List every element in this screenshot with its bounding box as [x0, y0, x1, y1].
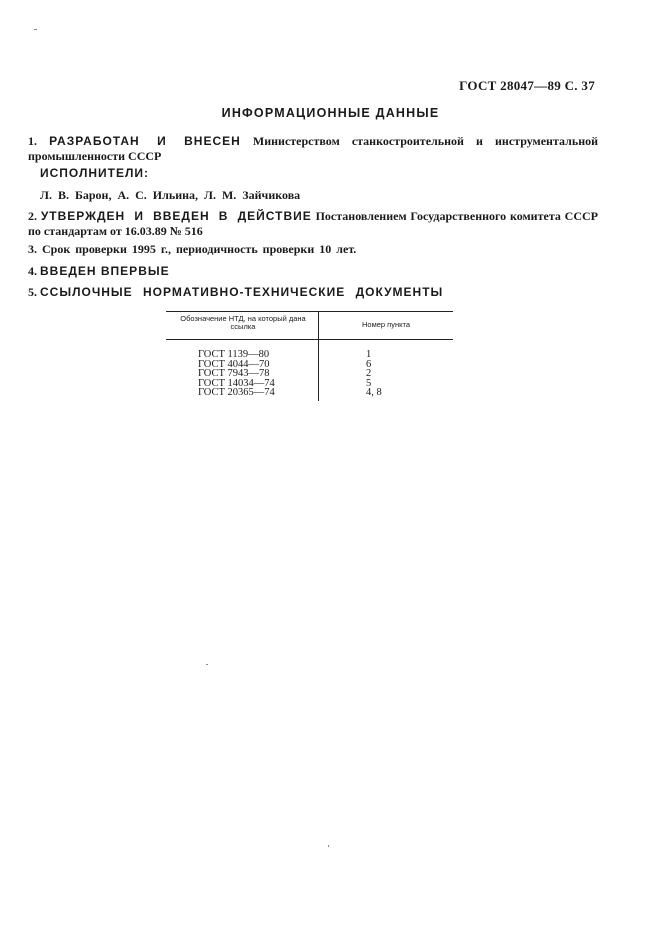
section-review-period: 3. Срок проверки 1995 г., периодичность проверки 10 лет.	[28, 242, 357, 256]
cell-document: ГОСТ 4044—70	[198, 358, 270, 370]
section-text: Министерством станкостроительной и инструментальной промышленности СССР	[28, 134, 599, 163]
section-introduced-first	[28, 264, 598, 279]
scan-speck	[206, 664, 208, 665]
section-caption: РАЗРАБОТАН И ВНЕСЕН	[49, 134, 241, 148]
section-caption: ССЫЛОЧНЫЕ НОРМАТИВНО-ТЕХНИЧЕСКИЕ ДОКУМЕНТЫ	[40, 285, 444, 299]
cell-point: 2	[366, 368, 372, 379]
table-top-rule	[166, 311, 453, 312]
scan-speck	[34, 29, 37, 30]
section-caption: ВВЕДЕН ВПЕРВЫЕ	[40, 264, 170, 278]
column-header-point: Номер пункта	[361, 320, 410, 329]
table-header-rule	[166, 339, 453, 340]
document-reference: ГОСТ 28047—89 С. 37	[459, 78, 595, 93]
table-body	[198, 350, 448, 398]
section-reference-documents	[28, 285, 598, 300]
section-caption: УТВЕРЖДЕН И ВВЕДЕН В ДЕЙСТВИЕ	[40, 209, 312, 223]
section-number: 2.	[28, 209, 37, 223]
cell-point: 6	[366, 358, 372, 370]
cell-point: 4, 8	[366, 387, 382, 398]
scan-speck	[328, 845, 329, 847]
cell-document: ГОСТ 1139—80	[198, 349, 270, 360]
cell-document: ГОСТ 14034—74	[198, 377, 275, 389]
section-developed	[28, 134, 598, 164]
column-header-document: Обозначение НТД, на который дана ссылка	[180, 314, 306, 331]
page-title: ИНФОРМАЦИОННЫЕ ДАННЫЕ	[221, 106, 440, 120]
cell-document: ГОСТ 7943—78	[198, 368, 270, 379]
executors-heading: ИСПОЛНИТЕЛИ:	[40, 166, 150, 180]
table-row	[198, 388, 448, 398]
cell-document: ГОСТ 20365—74	[198, 387, 275, 398]
executors-names: Л. В. Барон, А. С. Ильина, Л. М. Зайчикова	[40, 188, 301, 202]
section-number: 5.	[28, 285, 37, 299]
section-number: 4.	[28, 264, 37, 278]
reference-table	[166, 311, 453, 401]
cell-point: 5	[366, 377, 372, 389]
section-text: Постановлением Государственного комитета СССР по стандартам от 16.03.89 № 516	[28, 209, 598, 238]
section-number: 1.	[28, 134, 37, 148]
cell-point: 1	[366, 349, 372, 360]
section-approved	[28, 209, 598, 239]
